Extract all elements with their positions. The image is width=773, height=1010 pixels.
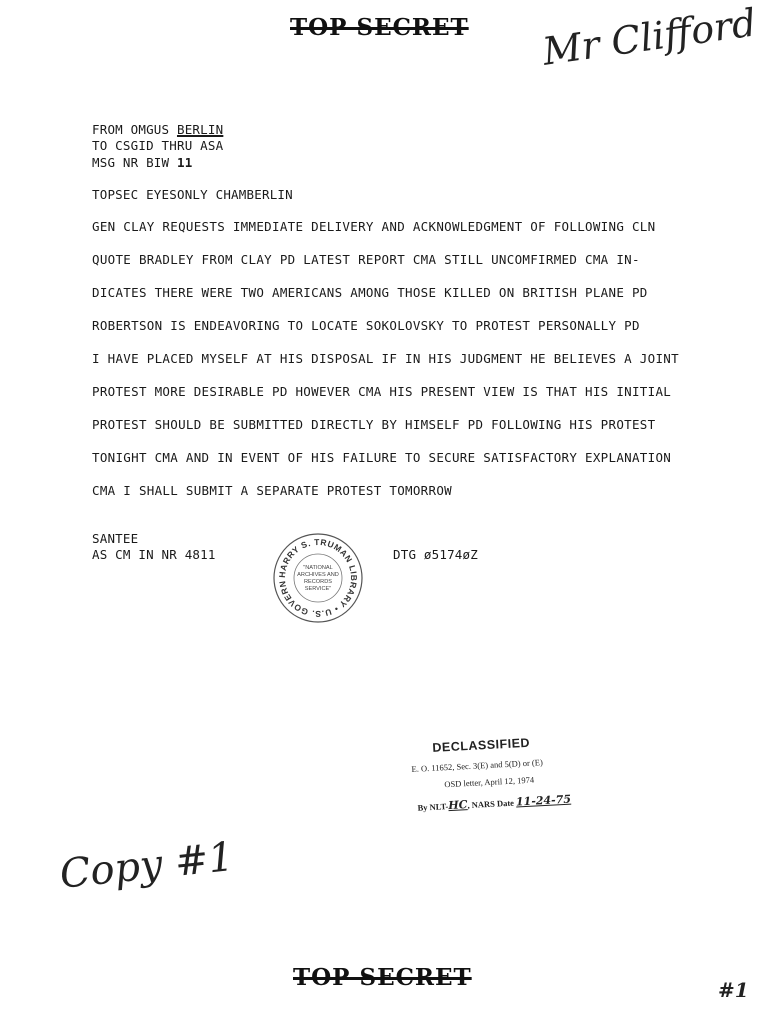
page-number: #1 (718, 978, 749, 1002)
distribution-line: TOPSEC EYESONLY CHAMBERLIN (92, 187, 293, 202)
message-line: I HAVE PLACED MYSELF AT HIS DISPOSAL IF IN HIS JUDGMENT HE BELIEVES A JOINT (92, 351, 679, 366)
archive-seal-center-1: "NATIONAL (303, 565, 333, 571)
dtg-line: DTG ø5174øZ (393, 547, 478, 562)
bottom-classification: TOP SECRET (293, 964, 472, 991)
msg-number-line (92, 155, 192, 170)
archive-seal-ring-text: HARRY S. TRUMAN LIBRARY • U.S. GOVERN (276, 536, 360, 620)
archive-seal-stamp (272, 532, 364, 624)
message-line: DICATES THERE WERE TWO AMERICANS AMONG THOSE KILLED ON BRITISH PLANE PD (92, 285, 648, 300)
archive-seal-center-4: SERVICE" (304, 586, 332, 592)
message-line: QUOTE BRADLEY FROM CLAY PD LATEST REPORT CMA STILL UNCOMFIRMED CMA IN- (92, 252, 640, 267)
message-line: GEN CLAY REQUESTS IMMEDIATE DELIVERY AND ACKNOWLEDGMENT OF FOLLOWING CLN (92, 219, 656, 234)
cm-reference: AS CM IN NR 4811 (92, 547, 216, 562)
message-line: PROTEST SHOULD BE SUBMITTED DIRECTLY BY HIMSELF PD FOLLOWING HIS PROTEST (92, 417, 656, 432)
declassified-by-line (417, 793, 571, 814)
declassified-letter: OSD letter, April 12, 1974 (444, 774, 535, 790)
archive-seal-center-3: RECORDS (304, 579, 332, 585)
handwritten-copy-note: Copy #1 (57, 833, 237, 898)
declassified-stamp (410, 729, 624, 830)
handwritten-recipient-note: Mr Clifford (539, 0, 759, 74)
top-classification: TOP SECRET (290, 14, 469, 41)
declassified-by-prefix: By NLT- (417, 801, 449, 813)
from-place: BERLIN (176, 122, 224, 137)
msg-prefix: MSG NR BIW (92, 155, 177, 170)
declassified-title: DECLASSIFIED (432, 735, 531, 755)
from-prefix: FROM OMGUS (92, 122, 177, 137)
from-line (92, 122, 223, 137)
archive-seal-icon (272, 532, 364, 624)
signature: SANTEE (92, 531, 139, 546)
declassified-initials: HC (447, 798, 468, 813)
message-line: ROBERTSON IS ENDEAVORING TO LOCATE SOKOLOVSKY TO PROTEST PERSONALLY PD (92, 318, 640, 333)
msg-number: 11 (176, 155, 193, 170)
archive-seal-center-2: ARCHIVES AND (297, 572, 339, 578)
to-line: TO CSGID THRU ASA (92, 138, 224, 153)
declassified-date: 11-24-75 (515, 792, 572, 809)
message-line: TONIGHT CMA AND IN EVENT OF HIS FAILURE TO SECURE SATISFACTORY EXPLANATION (92, 450, 672, 465)
message-line: PROTEST MORE DESIRABLE PD HOWEVER CMA HIS PRESENT VIEW IS THAT HIS INITIAL (92, 384, 672, 399)
declassified-authority: E. O. 11652, Sec. 3(E) and 5(D) or (E) (411, 757, 544, 774)
declassified-nars-label: , NARS Date (467, 797, 515, 811)
message-line: CMA I SHALL SUBMIT A SEPARATE PROTEST TOMORROW (92, 483, 452, 498)
